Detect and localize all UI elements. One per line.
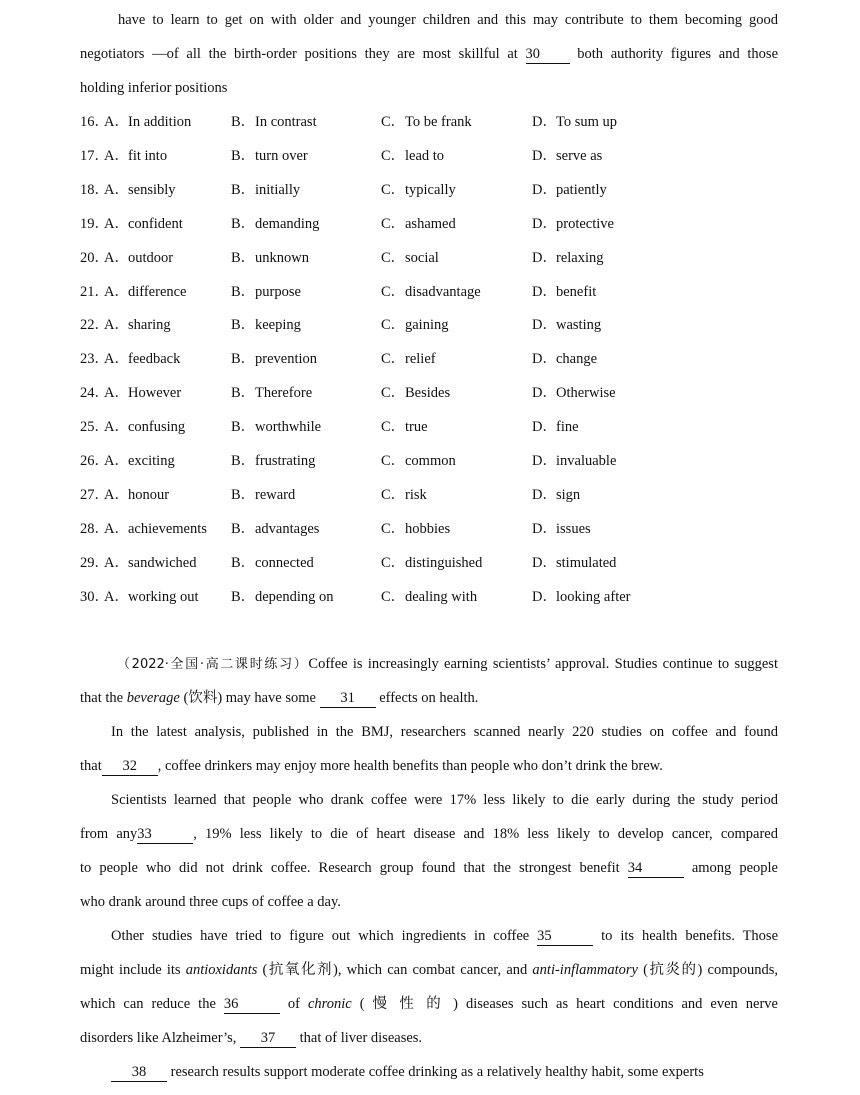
- option-text: gaining: [405, 317, 449, 334]
- option-text: wasting: [556, 317, 602, 334]
- option-text: advantages: [255, 520, 320, 537]
- option-letter: A．: [104, 385, 129, 402]
- question-number: 26．: [80, 453, 109, 469]
- option-letter: A．: [104, 419, 129, 436]
- question-row: [80, 485, 780, 505]
- option-b: [231, 146, 308, 166]
- option-letter: A．: [104, 351, 129, 368]
- option-a: [104, 180, 176, 200]
- option-text: issues: [556, 520, 591, 537]
- question-row: [80, 315, 780, 335]
- option-b: [231, 282, 301, 302]
- option-d: [532, 553, 616, 573]
- option-letter: B．: [231, 486, 256, 503]
- question-number: 23．: [80, 351, 109, 368]
- passage-p4-line-4: [80, 1028, 778, 1048]
- blank-30: 30: [526, 46, 570, 64]
- option-letter: C．: [381, 249, 406, 266]
- option-letter: D．: [532, 114, 557, 130]
- option-text: true: [405, 419, 428, 436]
- passage-p3-line-2: [80, 824, 778, 844]
- option-a: [104, 587, 198, 607]
- option-text: difference: [128, 283, 187, 300]
- option-letter: D．: [532, 283, 557, 300]
- option-text: demanding: [255, 215, 320, 232]
- option-a: [104, 485, 169, 505]
- option-letter: B．: [231, 181, 256, 198]
- option-a: [104, 214, 183, 234]
- option-text: invaluable: [556, 453, 617, 469]
- option-b: [231, 248, 309, 268]
- p4-l2-a: might include its: [80, 962, 186, 978]
- option-b: [231, 587, 334, 607]
- blank-38: 38: [111, 1064, 167, 1082]
- option-text: serve as: [556, 147, 603, 164]
- p3-l2-a: from any: [80, 826, 138, 842]
- question-number: 17．: [80, 147, 109, 164]
- option-text: Therefore: [255, 385, 313, 402]
- p4-l2-c: (抗炎的) compounds,: [637, 962, 779, 978]
- option-text: fine: [556, 419, 579, 436]
- option-d: [532, 214, 614, 234]
- option-letter: D．: [532, 453, 557, 469]
- option-letter: C．: [381, 520, 406, 537]
- option-text: lead to: [405, 147, 445, 164]
- p1-l2-b: (饮料) may have some: [179, 690, 320, 706]
- passage-p4-line-2: [80, 960, 778, 980]
- option-text: reward: [255, 486, 296, 503]
- option-letter: C．: [381, 181, 406, 198]
- option-letter: D．: [532, 486, 557, 503]
- option-a: [104, 282, 187, 302]
- option-text: relaxing: [556, 249, 604, 266]
- p1-l2-c: effects on health.: [375, 690, 479, 706]
- option-text: working out: [128, 588, 199, 605]
- option-letter: D．: [532, 554, 557, 571]
- option-a: [104, 315, 171, 335]
- intro-text-1: have to learn to get on with older and younger children and this may contribute to them becoming good: [118, 12, 778, 28]
- option-letter: C．: [381, 554, 406, 571]
- option-letter: D．: [532, 588, 557, 605]
- p4-l2-em2: anti-inflammatory: [532, 962, 638, 978]
- option-d: [532, 248, 604, 268]
- question-number: 19．: [80, 215, 109, 232]
- passage-p3-line-3: [80, 858, 778, 878]
- option-text: risk: [405, 486, 427, 503]
- option-text: dealing with: [405, 588, 478, 605]
- option-text: depending on: [255, 588, 334, 605]
- question-number: 22．: [80, 317, 109, 334]
- option-letter: D．: [532, 215, 557, 232]
- question-row: [80, 553, 780, 573]
- option-c: [381, 180, 456, 200]
- option-text: ashamed: [405, 215, 456, 232]
- option-letter: D．: [532, 147, 557, 164]
- option-text: disadvantage: [405, 283, 481, 300]
- option-letter: C．: [381, 317, 406, 334]
- option-letter: A．: [104, 215, 129, 232]
- option-b: [231, 180, 300, 200]
- option-d: [532, 146, 602, 166]
- passage-p4-line-3: [80, 994, 778, 1014]
- question-row: [80, 417, 780, 437]
- option-text: keeping: [255, 317, 301, 334]
- option-letter: A．: [104, 317, 129, 334]
- p1-l2-em: beverage: [126, 690, 180, 706]
- p4-l1-a: Other studies have tried to figure out which ingredients in coffee: [111, 928, 538, 944]
- option-letter: A．: [104, 588, 129, 605]
- p3-l4: who drank around three cups of coffee a day.: [80, 894, 341, 910]
- option-text: In contrast: [255, 114, 317, 130]
- option-a: [104, 248, 173, 268]
- passage-p5-line-1: [111, 1062, 778, 1082]
- question-row: [80, 383, 780, 403]
- option-text: sign: [556, 486, 581, 503]
- p2-l1: In the latest analysis, published in the BMJ, researchers scanned nearly 220 studies on coffee and found: [111, 724, 778, 740]
- option-a: [104, 146, 167, 166]
- option-text: confusing: [128, 419, 186, 436]
- option-letter: C．: [381, 385, 406, 402]
- blank-31: 31: [320, 690, 376, 708]
- option-c: [381, 248, 439, 268]
- blank-35: 35: [537, 928, 593, 946]
- question-row: [80, 282, 780, 302]
- option-letter: B．: [231, 520, 256, 537]
- option-text: common: [405, 453, 456, 469]
- option-letter: D．: [532, 317, 557, 334]
- option-letter: A．: [104, 114, 129, 130]
- option-a: [104, 383, 181, 403]
- option-letter: D．: [532, 385, 557, 402]
- intro-text-2a: negotiators —of all the birth-order positions they are most skillful at: [80, 46, 518, 62]
- intro-line-2: [80, 44, 778, 64]
- question-number: 20．: [80, 249, 109, 266]
- option-c: [381, 417, 428, 437]
- question-number: 27．: [80, 486, 109, 503]
- option-text: Besides: [405, 385, 451, 402]
- option-d: [532, 282, 596, 302]
- p4-l3-em: chronic: [307, 996, 352, 1012]
- option-letter: C．: [381, 215, 406, 232]
- option-letter: B．: [231, 453, 256, 469]
- blank-32: 32: [102, 758, 158, 776]
- option-letter: C．: [381, 419, 406, 436]
- option-letter: A．: [104, 486, 129, 503]
- option-c: [381, 282, 481, 302]
- option-a: [104, 417, 185, 437]
- option-b: [231, 214, 319, 234]
- option-text: sensibly: [128, 181, 176, 198]
- option-letter: A．: [104, 181, 129, 198]
- option-c: [381, 519, 450, 539]
- option-letter: B．: [231, 283, 256, 300]
- option-letter: B．: [231, 215, 256, 232]
- passage-p1-line-2: [80, 688, 778, 708]
- option-text: prevention: [255, 351, 318, 368]
- option-letter: C．: [381, 453, 406, 469]
- option-letter: B．: [231, 114, 256, 130]
- question-row: [80, 519, 780, 539]
- passage-p3-line-1: [111, 790, 778, 810]
- passage-p1-line-1: [117, 654, 778, 674]
- p3-l3-b: among people: [683, 860, 778, 876]
- p2-l2-b: , coffee drinkers may enjoy more health benefits than people who don’t drink the brew.: [157, 758, 663, 774]
- option-b: [231, 417, 321, 437]
- question-row: [80, 146, 780, 166]
- option-b: [231, 383, 312, 403]
- blank-37: 37: [240, 1030, 296, 1048]
- p3-l3-a: to people who did not drink coffee. Research group found that the strongest benefit: [80, 860, 628, 876]
- option-text: hobbies: [405, 520, 451, 537]
- question-row: [80, 248, 780, 268]
- option-text: benefit: [556, 283, 597, 300]
- option-text: honour: [128, 486, 170, 503]
- option-text: However: [128, 385, 182, 402]
- option-text: relief: [405, 351, 436, 368]
- option-b: [231, 451, 315, 471]
- option-letter: B．: [231, 147, 256, 164]
- option-letter: C．: [381, 486, 406, 503]
- option-text: outdoor: [128, 249, 174, 266]
- p4-l1-b: to its health benefits. Those: [593, 928, 779, 944]
- intro-line-3: [80, 78, 778, 98]
- option-c: [381, 214, 456, 234]
- question-number: 29．: [80, 554, 109, 571]
- question-number: 25．: [80, 419, 109, 436]
- option-a: [104, 519, 207, 539]
- option-text: unknown: [255, 249, 309, 266]
- option-text: frustrating: [255, 453, 316, 469]
- question-number: 28．: [80, 520, 109, 537]
- option-letter: C．: [381, 351, 406, 368]
- option-letter: D．: [532, 520, 557, 537]
- option-letter: A．: [104, 147, 129, 164]
- option-letter: A．: [104, 453, 129, 469]
- option-d: [532, 587, 631, 607]
- option-letter: B．: [231, 554, 256, 571]
- option-letter: C．: [381, 588, 406, 605]
- option-text: change: [556, 351, 598, 368]
- option-text: initially: [255, 181, 301, 198]
- question-number: 16．: [80, 114, 109, 130]
- option-b: [231, 112, 317, 132]
- option-letter: B．: [231, 385, 256, 402]
- option-d: [532, 315, 601, 335]
- passage-p4-line-1: [111, 926, 778, 946]
- option-letter: B．: [231, 249, 256, 266]
- option-text: confident: [128, 215, 183, 232]
- question-row: [80, 587, 780, 607]
- option-d: [532, 417, 579, 437]
- option-c: [381, 146, 444, 166]
- p4-l2-b: (抗氧化剂), which can combat cancer, and: [257, 962, 533, 978]
- source-tag: （2022·全国·高二课时练习）: [117, 657, 309, 672]
- option-d: [532, 451, 616, 471]
- option-text: sandwiched: [128, 554, 197, 571]
- question-number: 18．: [80, 181, 109, 198]
- option-a: [104, 349, 180, 369]
- p4-l4-b: that of liver diseases.: [296, 1030, 423, 1046]
- question-row: [80, 214, 780, 234]
- option-letter: A．: [104, 283, 129, 300]
- p3-l1: Scientists learned that people who drank coffee were 17% less likely to die early during the study period: [111, 792, 778, 808]
- option-c: [381, 349, 436, 369]
- option-letter: D．: [532, 419, 557, 436]
- option-d: [532, 180, 607, 200]
- option-text: social: [405, 249, 439, 266]
- option-b: [231, 349, 317, 369]
- p1-l2-a: that the: [80, 690, 127, 706]
- option-b: [231, 485, 295, 505]
- option-text: looking after: [556, 588, 631, 605]
- option-d: [532, 383, 616, 403]
- question-row: [80, 451, 780, 471]
- option-b: [231, 315, 301, 335]
- option-letter: C．: [381, 283, 406, 300]
- option-c: [381, 451, 456, 471]
- option-c: [381, 112, 472, 132]
- question-row: [80, 112, 780, 132]
- intro-line-1: [118, 10, 778, 30]
- question-row: [80, 349, 780, 369]
- option-text: connected: [255, 554, 314, 571]
- option-text: feedback: [128, 351, 181, 368]
- option-letter: A．: [104, 520, 129, 537]
- p5-l1: research results support moderate coffee drinking as a relatively healthy habit, some experts: [167, 1064, 704, 1080]
- option-letter: D．: [532, 181, 557, 198]
- option-d: [532, 349, 597, 369]
- intro-text-3: holding inferior positions: [80, 80, 228, 96]
- option-text: In addition: [128, 114, 192, 130]
- option-text: stimulated: [556, 554, 617, 571]
- blank-34: 34: [628, 860, 684, 878]
- question-number: 24．: [80, 385, 109, 402]
- option-c: [381, 587, 477, 607]
- option-c: [381, 315, 449, 335]
- p4-l3-c: ( 慢 性 的 ) diseases such as heart conditions and even nerve: [351, 996, 778, 1012]
- p4-l4-a: disorders like Alzheimer’s,: [80, 1030, 241, 1046]
- p4-l3-b: of: [279, 996, 308, 1012]
- p2-l2-a: that: [80, 758, 102, 774]
- option-d: [532, 519, 591, 539]
- option-text: protective: [556, 215, 614, 232]
- option-a: [104, 451, 175, 471]
- option-letter: B．: [231, 419, 256, 436]
- option-letter: C．: [381, 147, 406, 164]
- blank-36: 36: [224, 996, 280, 1014]
- option-text: sharing: [128, 317, 171, 334]
- option-text: Otherwise: [556, 385, 616, 402]
- question-row: [80, 180, 780, 200]
- passage-p2-line-2: [80, 756, 778, 776]
- passage-p3-line-4: [80, 892, 778, 912]
- p4-l2-em1: antioxidants: [185, 962, 258, 978]
- option-c: [381, 553, 482, 573]
- option-text: To be frank: [405, 114, 472, 130]
- option-text: typically: [405, 181, 456, 198]
- option-letter: C．: [381, 114, 406, 130]
- question-number: 30．: [80, 588, 109, 605]
- p1-text: Coffee is increasingly earning scientists’ approval. Studies continue to suggest: [308, 656, 778, 672]
- blank-33: 33: [137, 826, 193, 844]
- option-c: [381, 485, 427, 505]
- option-b: [231, 553, 314, 573]
- option-letter: B．: [231, 317, 256, 334]
- option-text: purpose: [255, 283, 301, 300]
- option-a: [104, 553, 196, 573]
- option-text: turn over: [255, 147, 308, 164]
- option-letter: A．: [104, 554, 129, 571]
- option-letter: D．: [532, 351, 557, 368]
- option-letter: A．: [104, 249, 129, 266]
- option-letter: D．: [532, 249, 557, 266]
- option-d: [532, 112, 617, 132]
- p3-l2-b: , 19% less likely to die of heart disease and 18% less likely to develop cancer, compared: [193, 826, 778, 842]
- option-text: patiently: [556, 181, 607, 198]
- option-text: fit into: [128, 147, 168, 164]
- option-text: distinguished: [405, 554, 483, 571]
- question-number: 21．: [80, 283, 109, 300]
- passage-p2-line-1: [111, 722, 778, 742]
- option-c: [381, 383, 450, 403]
- p4-l3-a: which can reduce the: [80, 996, 224, 1012]
- option-a: [104, 112, 191, 132]
- option-d: [532, 485, 580, 505]
- option-text: worthwhile: [255, 419, 322, 436]
- option-text: exciting: [128, 453, 175, 469]
- option-text: achievements: [128, 520, 207, 537]
- option-text: To sum up: [556, 114, 618, 130]
- option-b: [231, 519, 319, 539]
- intro-text-2b: both authority figures and those: [577, 46, 778, 62]
- option-letter: B．: [231, 351, 256, 368]
- option-letter: B．: [231, 588, 256, 605]
